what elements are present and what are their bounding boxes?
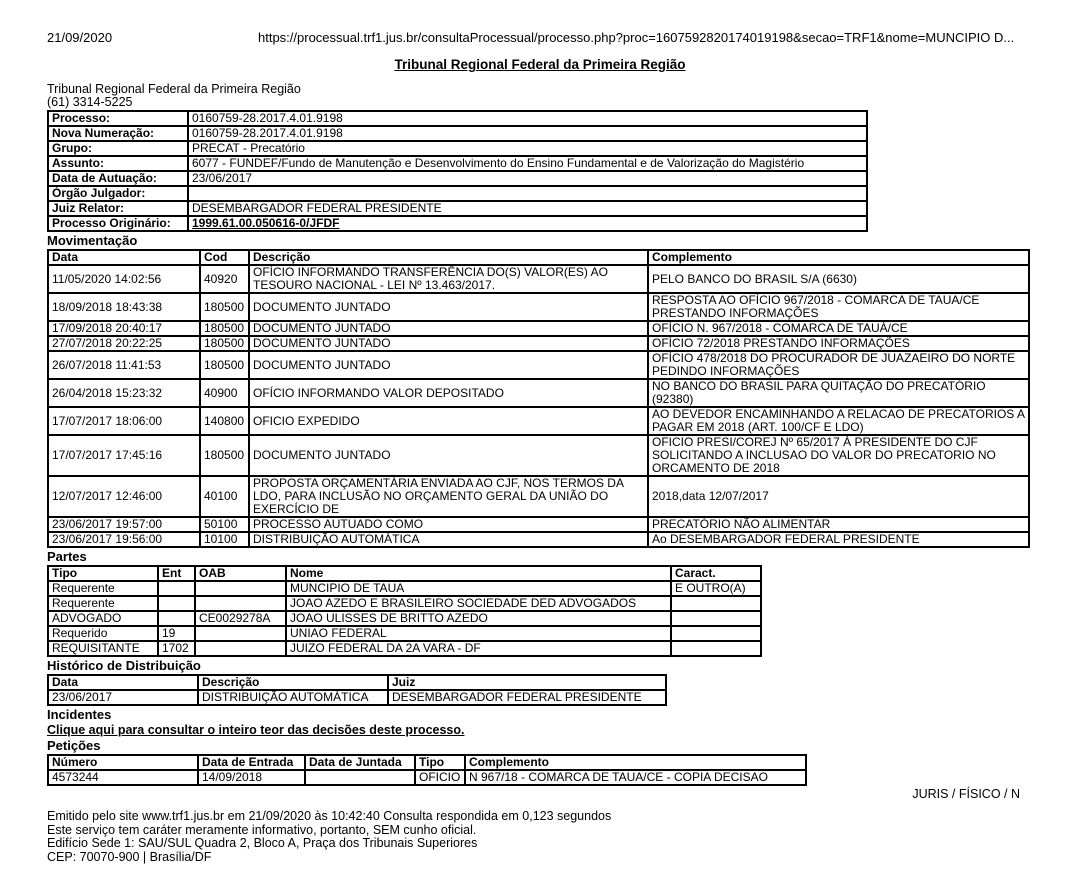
processo-originario-link[interactable]: 1999.61.00.050616-0/JFDF bbox=[192, 216, 340, 230]
column-header-juiz: Juiz bbox=[388, 675, 666, 690]
field-value: 6077 - FUNDEF/Fundo de Manutenção e Desenvolvimento do Ensino Fundamental e de Valorização do Magistério bbox=[188, 156, 867, 171]
process-info-table bbox=[47, 110, 868, 232]
cell: 2018,data 12/07/2017 bbox=[648, 476, 1029, 517]
cell: 40920 bbox=[200, 265, 249, 293]
cell: OFICIO EXPEDIDO bbox=[249, 407, 648, 435]
cell bbox=[158, 596, 195, 611]
table-row bbox=[48, 379, 1029, 407]
column-header-numero: Número bbox=[48, 755, 198, 770]
court-info bbox=[47, 83, 1033, 109]
header-row bbox=[48, 675, 666, 690]
field-label: Juiz Relator: bbox=[48, 201, 188, 216]
cell: NO BANCO DO BRASIL PARA QUITAÇÃO DO PRECATÓRIO (92380) bbox=[648, 379, 1029, 407]
cell bbox=[671, 641, 761, 656]
cell: JUIZO FEDERAL DA 2A VARA - DF bbox=[286, 641, 671, 656]
table-row bbox=[48, 626, 761, 641]
cell: 26/04/2018 15:23:32 bbox=[48, 379, 200, 407]
incidentes-link[interactable]: Clique aqui para consultar o inteiro teor das decisões deste processo. bbox=[47, 723, 465, 737]
footer-address-line: Edifício Sede 1: SAU/SUL Quadra 2, Bloco A, Praça dos Tribunais Superiores bbox=[47, 836, 478, 850]
column-header-data: Data bbox=[48, 250, 200, 265]
movimentacao-table bbox=[47, 249, 1030, 548]
cell: DOCUMENTO JUNTADO bbox=[249, 336, 648, 351]
column-header-tipo: Tipo bbox=[415, 755, 465, 770]
cell: Ao DESEMBARGADOR FEDERAL PRESIDENTE bbox=[648, 532, 1029, 547]
field-value bbox=[188, 216, 867, 231]
footer-disclaimer-line: Este serviço tem caráter meramente informativo, portanto, SEM cunho oficial. bbox=[47, 822, 477, 837]
table-row bbox=[48, 581, 761, 596]
peticoes-table bbox=[47, 754, 807, 786]
cell: PRECATÓRIO NÃO ALIMENTAR bbox=[648, 517, 1029, 532]
cell: 17/09/2018 20:40:17 bbox=[48, 321, 200, 336]
print-url: https://processual.trf1.jus.br/consultaProcessual/processo.php?proc=1607592820174019198&secao=TRF1&nome=MUNCIPIO D... bbox=[258, 30, 1015, 45]
field-label: Grupo: bbox=[48, 141, 188, 156]
footer-cep-line: CEP: 70070-900 | Brasília/DF bbox=[47, 849, 212, 864]
juris-fisico-label: JURIS / FÍSICO / N bbox=[912, 787, 1020, 801]
cell: RESPOSTA AO OFÍCIO 967/2018 - COMARCA DE TAUA/CE PRESTANDO INFORMAÇÕES bbox=[648, 293, 1029, 321]
column-header-tipo: Tipo bbox=[48, 566, 158, 581]
cell: MUNCIPIO DE TAUA bbox=[286, 581, 671, 596]
print-date: 21/09/2020 bbox=[47, 30, 113, 45]
cell: OFICIO PRESI/COREJ Nº 65/2017 À PRESIDENTE DO CJF SOLICITANDO A INCLUSAO DO VALOR DO PRECATORIO NO ORCAMENTO DE 2018 bbox=[648, 435, 1029, 476]
cell: 23/06/2017 19:57:00 bbox=[48, 517, 200, 532]
historico-table bbox=[47, 674, 667, 706]
cell: JOAO ULISSES DE BRITTO AZEDO bbox=[286, 611, 671, 626]
table-row bbox=[48, 641, 761, 656]
cell: 180500 bbox=[200, 321, 249, 336]
table-row bbox=[48, 216, 867, 231]
cell bbox=[158, 611, 195, 626]
cell: DESEMBARGADOR FEDERAL PRESIDENTE bbox=[388, 690, 666, 705]
cell: DOCUMENTO JUNTADO bbox=[249, 435, 648, 476]
cell bbox=[671, 611, 761, 626]
cell bbox=[671, 596, 761, 611]
cell bbox=[158, 581, 195, 596]
cell: PROCESSO AUTUADO COMO bbox=[249, 517, 648, 532]
table-row bbox=[48, 171, 867, 186]
table-row bbox=[48, 265, 1029, 293]
section-heading-peticoes: Petições bbox=[47, 738, 101, 753]
cell: 23/06/2017 bbox=[48, 690, 198, 705]
table-row bbox=[48, 321, 1029, 336]
cell: 27/07/2018 20:22:25 bbox=[48, 336, 200, 351]
cell: PROPOSTA ORÇAMENTÁRIA ENVIADA AO CJF, NOS TERMOS DA LDO, PARA INCLUSÃO NO ORÇAMENTO GERAL DA UNIÃO DO EXERCÍCIO DE bbox=[249, 476, 648, 517]
cell: OFÍCIO INFORMANDO VALOR DEPOSITADO bbox=[249, 379, 648, 407]
cell: 180500 bbox=[200, 293, 249, 321]
cell bbox=[195, 626, 286, 641]
column-header-descricao: Descrição bbox=[198, 675, 388, 690]
table-row bbox=[48, 141, 867, 156]
table-row bbox=[48, 532, 1029, 547]
column-header-cod: Cod bbox=[200, 250, 249, 265]
field-label: Processo Originário: bbox=[48, 216, 188, 231]
cell: 17/07/2017 18:06:00 bbox=[48, 407, 200, 435]
cell: 10100 bbox=[200, 532, 249, 547]
column-header-nome: Nome bbox=[286, 566, 671, 581]
cell: 23/06/2017 19:56:00 bbox=[48, 532, 200, 547]
cell: 40100 bbox=[200, 476, 249, 517]
field-value: 23/06/2017 bbox=[188, 171, 867, 186]
cell: DOCUMENTO JUNTADO bbox=[249, 321, 648, 336]
footer-emitted-line: Emitido pelo site www.trf1.jus.br em 21/09/2020 às 10:42:40 Consulta respondida em 0,123 segundos bbox=[47, 809, 612, 823]
column-header-complemento: Complemento bbox=[648, 250, 1029, 265]
field-value bbox=[188, 186, 867, 201]
field-label: Nova Numeração: bbox=[48, 126, 188, 141]
field-value: 0160759-28.2017.4.01.9198 bbox=[188, 126, 867, 141]
column-header-data-juntada: Data de Juntada bbox=[305, 755, 415, 770]
table-row bbox=[48, 596, 761, 611]
cell: AO DEVEDOR ENCAMINHANDO A RELACAO DE PRECATORIOS A PAGAR EM 2018 (ART. 100/CF E LDO) bbox=[648, 407, 1029, 435]
cell: 50100 bbox=[200, 517, 249, 532]
cell: ADVOGADO bbox=[48, 611, 158, 626]
column-header-data-entrada: Data de Entrada bbox=[198, 755, 305, 770]
cell: 4573244 bbox=[48, 770, 198, 785]
cell: OFÍCIO 72/2018 PRESTANDO INFORMAÇÕES bbox=[648, 336, 1029, 351]
section-heading-movimentacao: Movimentação bbox=[47, 233, 138, 248]
cell: OFÍCIO INFORMANDO TRANSFERÊNCIA DO(S) VALOR(ES) AO TESOURO NACIONAL - LEI Nº 13.463/2017. bbox=[249, 265, 648, 293]
cell: N 967/18 - COMARCA DE TAUA/CE - COPIA DECISAO bbox=[465, 770, 806, 785]
cell: REQUISITANTE bbox=[48, 641, 158, 656]
table-row bbox=[48, 126, 867, 141]
cell: 19 bbox=[158, 626, 195, 641]
header-row bbox=[48, 250, 1029, 265]
cell: 180500 bbox=[200, 351, 249, 379]
footer bbox=[47, 810, 1033, 864]
table-row bbox=[48, 351, 1029, 379]
cell: Requerente bbox=[48, 581, 158, 596]
column-header-ent: Ent bbox=[158, 566, 195, 581]
table-row bbox=[48, 690, 666, 705]
cell: 180500 bbox=[200, 336, 249, 351]
field-label: Data de Autuação: bbox=[48, 171, 188, 186]
section-heading-partes: Partes bbox=[47, 549, 87, 564]
field-label: Assunto: bbox=[48, 156, 188, 171]
cell: DOCUMENTO JUNTADO bbox=[249, 293, 648, 321]
table-row bbox=[48, 476, 1029, 517]
cell: 180500 bbox=[200, 435, 249, 476]
cell: CE0029278A bbox=[195, 611, 286, 626]
table-row bbox=[48, 201, 867, 216]
section-heading-incidentes: Incidentes bbox=[47, 707, 112, 722]
field-value: 0160759-28.2017.4.01.9198 bbox=[188, 111, 867, 126]
table-row bbox=[48, 770, 806, 785]
cell: Requerido bbox=[48, 626, 158, 641]
table-row bbox=[48, 611, 761, 626]
cell: 12/07/2017 12:46:00 bbox=[48, 476, 200, 517]
cell: Requerente bbox=[48, 596, 158, 611]
partes-table bbox=[47, 565, 762, 657]
cell: DISTRIBUIÇÃO AUTOMÁTICA bbox=[249, 532, 648, 547]
court-phone: (61) 3314-5225 bbox=[47, 95, 133, 109]
table-row bbox=[48, 336, 1029, 351]
table-row bbox=[48, 186, 867, 201]
table-row bbox=[48, 435, 1029, 476]
cell: OFÍCIO N. 967/2018 - COMARCA DE TAUÁ/CE bbox=[648, 321, 1029, 336]
cell: 14/09/2018 bbox=[198, 770, 305, 785]
cell: 11/05/2020 14:02:56 bbox=[48, 265, 200, 293]
cell: JOAO AZEDO E BRASILEIRO SOCIEDADE DED ADVOGADOS bbox=[286, 596, 671, 611]
cell bbox=[195, 581, 286, 596]
column-header-data: Data bbox=[48, 675, 198, 690]
column-header-caract: Caract. bbox=[671, 566, 761, 581]
table-row bbox=[48, 111, 867, 126]
section-heading-historico: Histórico de Distribuição bbox=[47, 658, 201, 673]
header-row bbox=[48, 566, 761, 581]
cell: 17/07/2017 17:45:16 bbox=[48, 435, 200, 476]
cell bbox=[195, 641, 286, 656]
field-value: DESEMBARGADOR FEDERAL PRESIDENTE bbox=[188, 201, 867, 216]
cell: DOCUMENTO JUNTADO bbox=[249, 351, 648, 379]
table-row bbox=[48, 517, 1029, 532]
court-name: Tribunal Regional Federal da Primeira Região bbox=[47, 82, 301, 96]
page-title: Tribunal Regional Federal da Primeira Região bbox=[394, 57, 686, 72]
table-row bbox=[48, 293, 1029, 321]
cell: OFÍCIO 478/2018 DO PROCURADOR DE JUAZAEIRO DO NORTE PEDINDO INFORMAÇÕES bbox=[648, 351, 1029, 379]
table-row bbox=[48, 156, 867, 171]
cell: 1702 bbox=[158, 641, 195, 656]
table-row bbox=[48, 407, 1029, 435]
cell: PELO BANCO DO BRASIL S/A (6630) bbox=[648, 265, 1029, 293]
cell: E OUTRO(A) bbox=[671, 581, 761, 596]
cell bbox=[305, 770, 415, 785]
field-label: Órgão Julgador: bbox=[48, 186, 188, 201]
header-row bbox=[48, 755, 806, 770]
cell: 140800 bbox=[200, 407, 249, 435]
cell: OFICIO bbox=[415, 770, 465, 785]
column-header-oab: OAB bbox=[195, 566, 286, 581]
print-header bbox=[47, 30, 1033, 45]
field-label: Processo: bbox=[48, 111, 188, 126]
cell: 40900 bbox=[200, 379, 249, 407]
cell: 18/09/2018 18:43:38 bbox=[48, 293, 200, 321]
cell: 26/07/2018 11:41:53 bbox=[48, 351, 200, 379]
cell bbox=[671, 626, 761, 641]
cell bbox=[195, 596, 286, 611]
cell: DISTRIBUIÇÃO AUTOMÁTICA bbox=[198, 690, 388, 705]
column-header-descricao: Descrição bbox=[249, 250, 648, 265]
field-value: PRECAT - Precatório bbox=[188, 141, 867, 156]
column-header-complemento: Complemento bbox=[465, 755, 806, 770]
cell: UNIAO FEDERAL bbox=[286, 626, 671, 641]
